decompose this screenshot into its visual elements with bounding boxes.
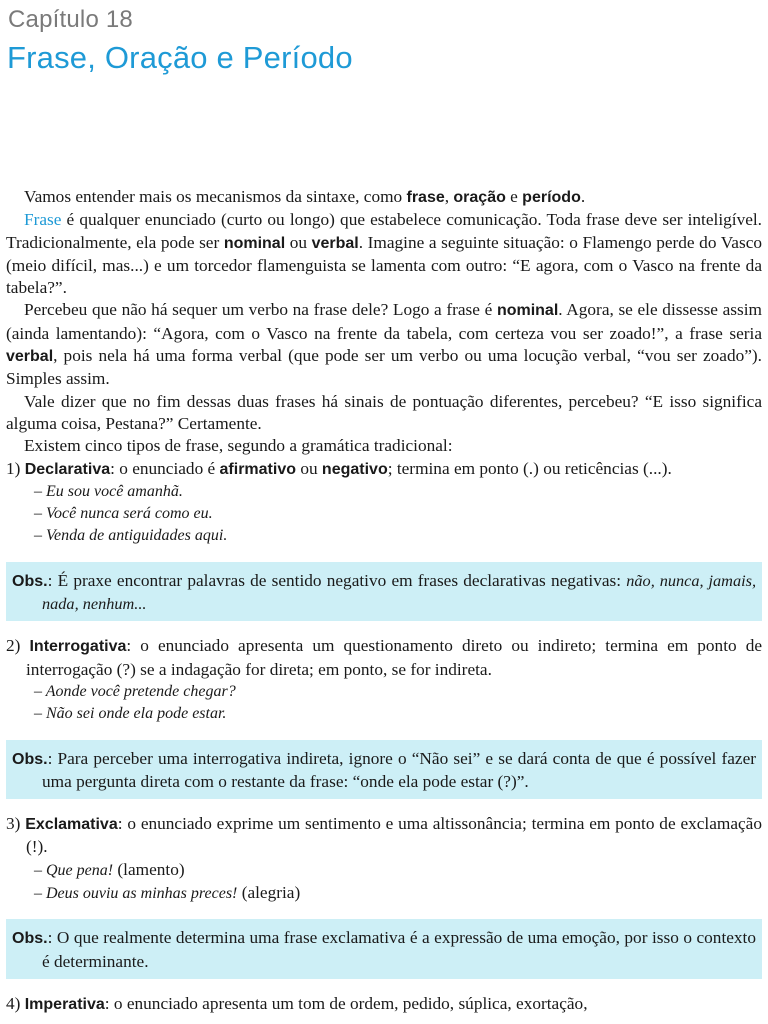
list-item-declarativa: 1) Declarativa: o enunciado é afirmativo ou negativo; termina em ponto (.) ou reticências (...). xyxy=(6,458,672,478)
example: – Deus ouviu as minhas preces! (alegria) xyxy=(34,883,301,903)
obs-box-interrogativa: Obs.: Para perceber uma interrogativa indireta, ignore o “Não sei” e se dará conta de que é possível fazer uma pergunta direta com o restante da frase: “onde ela pode estar (?)”. xyxy=(6,740,762,800)
term-frase: Frase xyxy=(24,210,62,230)
list-item-interrogativa: 2) Interrogativa: o enunciado apresenta um questionamento direto ou indireto; termina em ponto de interrogação (?) se a indagação for direta; em ponto, se for indireta. xyxy=(6,636,763,679)
example: – Você nunca será como eu. xyxy=(34,505,213,523)
chapter-title: Frase, Oração e Período xyxy=(7,40,353,75)
list-item-exclamativa: 3) Exclamativa: o enunciado exprime um sentimento e uma altissonância; termina em ponto de exclamação (!). xyxy=(6,814,762,857)
example: – Que pena! (lamento) xyxy=(34,859,185,879)
example: – Não sei onde ela pode estar. xyxy=(34,705,227,723)
example: – Aonde você pretende chegar? xyxy=(34,682,236,700)
chapter-label: Capítulo 18 xyxy=(8,6,133,33)
paragraph-tipos: Existem cinco tipos de frase, segundo a gramática tradicional: xyxy=(24,436,453,456)
obs-box-declarativa: Obs.: É praxe encontrar palavras de sentido negativo em frases declarativas negativas: não, nunca, jamais, nada, nenhum... xyxy=(6,562,762,622)
page-body xyxy=(6,186,762,1016)
paragraph-intro: Vamos entender mais os mecanismos da sintaxe, como frase, oração e período. xyxy=(24,187,586,206)
example: – Eu sou você amanhã. xyxy=(34,482,183,500)
paragraph-pontuacao: Vale dizer que no fim dessas duas frases há sinais de pontuação diferentes, percebeu? “E isso significa alguma coisa, Pestana?” Certamente. xyxy=(6,391,762,433)
example: – Venda de antiguidades aqui. xyxy=(34,527,228,545)
obs-box-exclamativa: Obs.: O que realmente determina uma frase exclamativa é a expressão de uma emoção, por isso o contexto é determinante. xyxy=(6,919,762,979)
paragraph-nominal-verbal: Percebeu que não há sequer um verbo na frase dele? Logo a frase é nominal. Agora, se ele dissesse assim (ainda lamentando): “Agora, com o Vasco na frente da tabela, com certeza vou ser zoado!”, a frase seria verbal, pois nela há uma forma verbal (que pode ser um verbo ou uma locução verbal, “vou ser zoado”). Simples assim. xyxy=(6,300,762,389)
paragraph-frase-definition: Frase é qualquer enunciado (curto ou longo) que estabelece comunicação. Toda frase deve ser inteligível. Tradicionalmente, ela pode ser nominal ou verbal. Imagine a seguinte situação: o Flamengo perde do Vasco (meio difícil, mas...) e um torcedor flamenguista se lamenta com outro: “E agora, com o Vasco na frente da tabela?”. xyxy=(6,210,762,298)
list-item-imperativa: 4) Imperativa: o enunciado apresenta um tom de ordem, pedido, súplica, exortação, xyxy=(6,993,588,1013)
